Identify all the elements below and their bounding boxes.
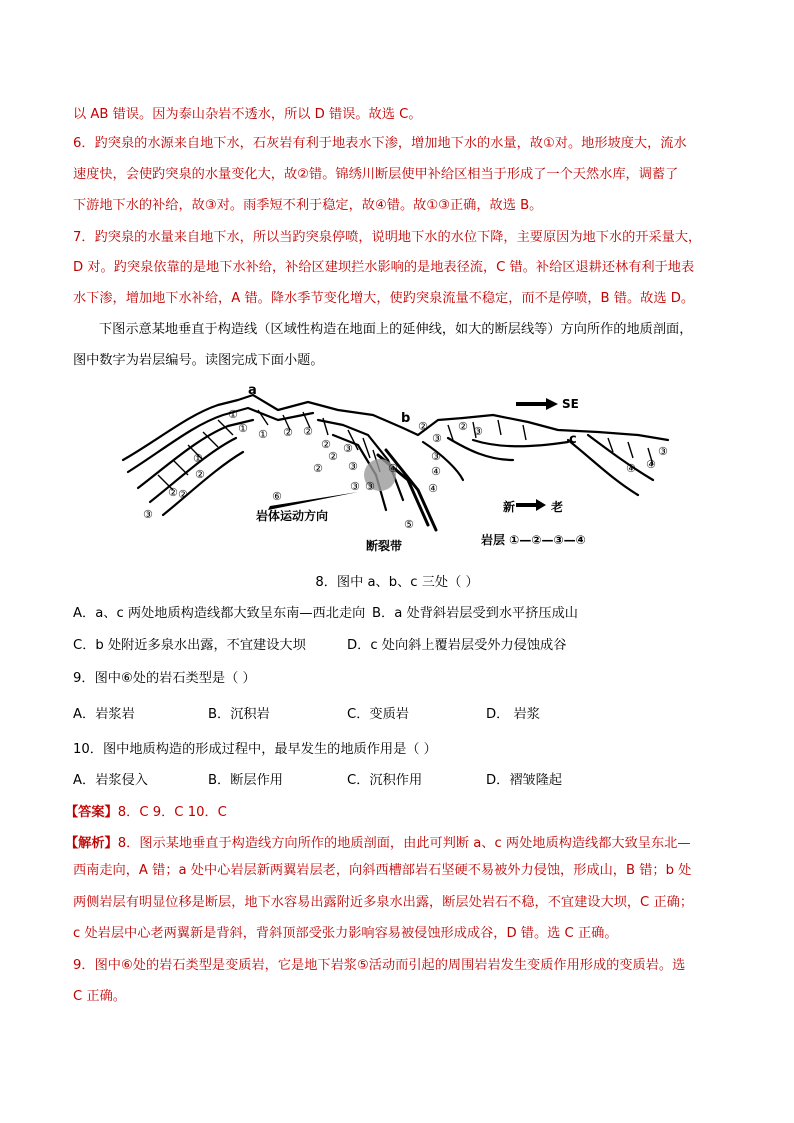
stratum-number: ②: [313, 462, 323, 475]
q8-option-b[interactable]: B．a 处背斜岩层受到水平挤压成山: [372, 606, 578, 621]
analysis-line: 西南走向，A 错；a 处中心岩层新两翼岩层老，向斜西槽部岩石坚硬不易被外力侵蚀，形成山，B 错；b 处: [73, 863, 692, 878]
stratum-number: ①: [228, 408, 238, 421]
answer-text: 8．C 9．C 10．C: [117, 805, 227, 820]
answer-line: [65, 801, 227, 820]
question-8-stem: 8．图中 a、b、c 三处（ ）: [315, 575, 479, 590]
stratum-number: ②: [418, 420, 428, 433]
stratum-number: ③: [432, 432, 442, 445]
q9-option-c[interactable]: C．变质岩: [347, 707, 409, 722]
stratum-number: ④: [626, 462, 636, 475]
legend-new: 新: [503, 500, 516, 514]
stratum-number: ②: [328, 450, 338, 463]
analysis-line: C 正确。: [73, 989, 126, 1004]
analysis-text: 8．图示某地垂直于构造线方向所作的地质剖面，由此可判断 a、c 两处地质构造线都大致呈东北—: [117, 836, 691, 851]
stratum-number: ③: [365, 480, 375, 493]
stratum-number: ③: [348, 460, 358, 473]
q9-option-b[interactable]: B．沉积岩: [208, 707, 270, 722]
stratum-number: ②: [195, 468, 205, 481]
stratum-number: ②: [303, 425, 313, 438]
analysis-line: [65, 832, 691, 851]
intro-line: 图中数字为岩层编号。读图完成下面小题。: [73, 353, 324, 368]
direction-label: SE: [562, 397, 579, 411]
question-9-stem: 9．图中⑥处的岩石类型是（ ）: [73, 671, 256, 686]
analysis-line: c 处岩层中心老两翼新是背斜，背斜顶部受张力影响容易被侵蚀形成成谷，D 错。选 C 正确。: [73, 926, 618, 941]
stratum-number: ④: [388, 462, 398, 475]
stratum-number: ①: [193, 452, 203, 465]
movement-label: 岩体运动方向: [256, 509, 329, 523]
stratum-number: ②: [168, 486, 178, 499]
analysis-line: 9．图中⑥处的岩石类型是变质岩，它是地下岩浆⑤活动而引起的周围岩岩发生变质作用形成的变质岩。选: [73, 958, 686, 973]
explain-line: 速度快，会使趵突泉的水量变化大，故②错。锦绣川断层使甲补给区相当于形成了一个天然水库，调蓄了: [73, 167, 679, 182]
stratum-number: ②: [178, 488, 188, 501]
label-c: c: [569, 432, 577, 447]
legend-strata: 岩层 ①—②—③—④: [481, 533, 586, 547]
legend-old: 老: [551, 500, 564, 514]
stratum-number: ③: [350, 480, 360, 493]
stratum-number: ③: [343, 442, 353, 455]
q9-option-a[interactable]: A．岩浆岩: [73, 707, 135, 722]
explain-line: 7．趵突泉的水量来自地下水，所以当趵突泉停喷，说明地下水的水位下降，主要原因为地下水的开采量大，: [73, 230, 702, 245]
stratum-number: ③: [473, 425, 483, 438]
explain-line: 以 AB 错误。因为泰山杂岩不透水，所以 D 错误。故选 C。: [73, 107, 422, 122]
stratum-number: ④: [646, 458, 656, 471]
stratum-number: ②: [458, 420, 468, 433]
stratum-number: ①: [258, 428, 268, 441]
stratum-number: ①: [238, 422, 248, 435]
stratum-number: ③: [431, 450, 441, 463]
stratum-number: ③: [143, 508, 153, 521]
q10-option-d[interactable]: D．褶皱隆起: [486, 773, 563, 788]
q9-option-d[interactable]: D． 岩浆: [486, 707, 540, 722]
q10-option-b[interactable]: B．断层作用: [208, 773, 283, 788]
explain-line: 6．趵突泉的水源来自地下水，石灰岩有利于地表水下渗，增加地下水的水量，故①对。地形坡度大，流水: [73, 136, 687, 151]
label-b: b: [401, 411, 411, 426]
stratum-number: ④: [431, 465, 441, 478]
explain-line: D 对。趵突泉依靠的是地下水补给，补给区建坝拦水影响的是地表径流，C 错。补给区退耕还林有利于地表: [73, 260, 695, 275]
stratum-number: ②: [321, 438, 331, 451]
label-a: a: [248, 383, 257, 398]
q8-option-d[interactable]: D．c 处向斜上覆岩层受外力侵蚀成谷: [347, 638, 567, 653]
stratum-number: ③: [658, 445, 668, 458]
question-10-stem: 10．图中地质构造的形成过程中，最早发生的地质作用是（ ）: [73, 742, 437, 757]
explain-line: 水下渗，增加地下水补给，A 错。降水季节变化增大，使趵突泉流量不稳定，而不是停喷，B 错。故选 D。: [73, 291, 695, 306]
intro-line: 下图示意某地垂直于构造线（区域性构造在地面上的延伸线，如大的断层线等）方向所作的地质剖面，: [99, 322, 693, 337]
q10-option-a[interactable]: A．岩浆侵入: [73, 773, 148, 788]
analysis-line: 两侧岩层有明显位移是断层，地下水容易出露附近多泉水出露，断层处岩石不稳，不宜建设大坝，C 正确；: [73, 895, 694, 910]
stratum-number: ②: [283, 426, 293, 439]
fault-zone-label: 断裂带: [366, 539, 403, 553]
explain-line: 下游地下水的补给，故③对。雨季短不利于稳定，故④错。故①③正确，故选 B。: [73, 198, 543, 213]
stratum-number: ⑤: [404, 518, 414, 531]
geological-profile-figure: [118, 380, 678, 555]
q10-option-c[interactable]: C．沉积作用: [347, 773, 423, 788]
analysis-label: 【解析】: [65, 836, 118, 851]
stratum-number: ⑥: [272, 490, 282, 503]
q8-option-a[interactable]: A．a、c 两处地质构造线都大致呈东南—西北走向: [73, 606, 366, 621]
answer-label: 【答案】: [65, 805, 118, 820]
q8-option-c[interactable]: C．b 处附近多泉水出露，不宜建设大坝: [73, 638, 306, 653]
stratum-number: ④: [428, 482, 438, 495]
